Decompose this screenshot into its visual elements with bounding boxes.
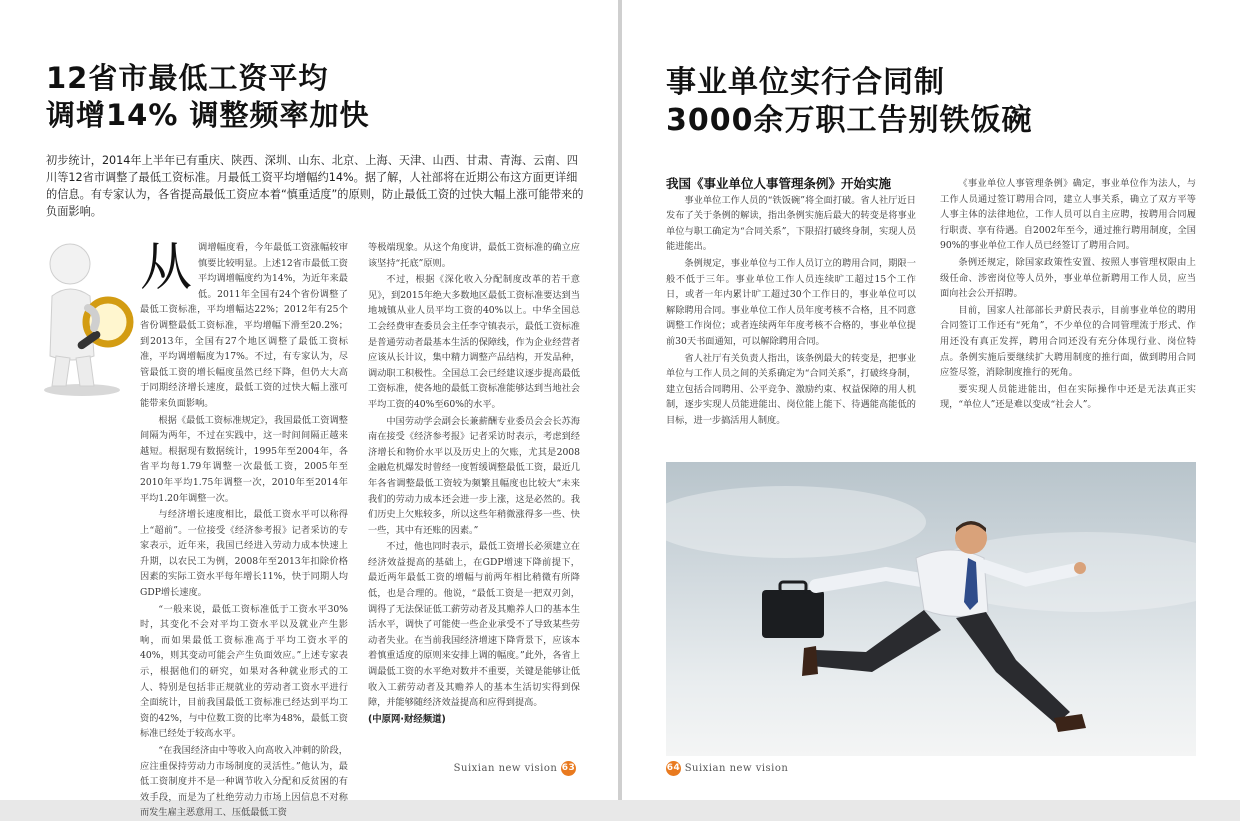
- left-page-number: 63: [561, 761, 576, 776]
- right-col2-p4: 要实现人员能进能出，但在实际操作中还是无法真正实现，“单位人”还是难以变成“社会人”。: [940, 383, 1196, 411]
- magnifier-figure-illustration: [30, 238, 140, 398]
- left-col2-p1: 等极端现象。从这个角度讲，最低工资标准的确立应该坚持“托底”原则。: [368, 242, 580, 269]
- right-col1-p2: 条例规定，事业单位与工作人员订立的聘用合同，期限一般不低于三年。事业单位工作人员连续旷工超过15个工作日，或者一年内累计旷工超过30个工作日的，事业单位可以解除聘用合同。事业单位工作人员年度考核不合格，且不同意调整工作岗位；或者连续两年年度考核不合格的，事业单位提前30天书面通知，可以解除聘用合同。: [666, 257, 916, 347]
- left-col2-p2: 不过，根据《深化收入分配制度改革的若干意见》，到2015年绝大多数地区最低工资标准要达到当地城镇从业人员平均工资的40%以上。中华全国总工会经费审查委员会主任李守镇表示，最低工资标准是普通劳动者最基本生活的保障线，作为企业经营者应该从长计议，集中精力调整产品结构，开发品种，调动职工积极性。全国总工会已经建议逐步提高最低工资标准，使各地的最低工资标准能够达到当地社会平均工资的40%至60%的水平。: [368, 274, 580, 410]
- leaping-businessman-photo: [666, 462, 1196, 756]
- right-headline-line1: 事业单位实行合同制: [666, 65, 945, 100]
- businessman-figure: [666, 462, 1196, 756]
- right-page-number: 64: [666, 761, 681, 776]
- right-column-2: [940, 176, 1196, 446]
- right-folio-text: Suixian new vision: [684, 763, 789, 774]
- left-page: [0, 0, 618, 819]
- left-headline-line2: 调增14% 调整频率加快: [46, 98, 370, 133]
- left-col1-p4: “一般来说，最低工资标准低于工资水平30%时，其变化不会对平均工资水平以及就业产生影响，而如果最低工资标准高于平均工资水平的40%，则其变动可能会产生负面效应。”上述专家表示，根据他们的研究，如果对各种就业形式的工人、特别是包括非正规就业的劳动者工资水平进行全面统计，目前我国最低工资标准已经达到平均工资的42%，与中位数工资的比率为48%，最低工资标准已经处于较高水平。: [140, 603, 348, 740]
- right-headline: [666, 64, 1033, 141]
- left-col1-p3: 与经济增长速度相比，最低工资水平可以称得上“超前”。一位接受《经济参考报》记者采访的专家表示，近年来，我国已经进入劳动力成本快速上升期，以农民工为例，2008年至2013年扣除价格因素的实际工资水平每年增长11%，快于同期人均GDP增长速度。: [140, 509, 348, 599]
- article-source: (中原网·财经频道): [368, 713, 446, 725]
- right-col1-p1: 事业单位工作人员的“铁饭碗”将全面打破。省人社厅近日发布了关于条例的解读，指出条例实施后最大的转变是将事业单位与职工确定为“合同关系”，下限招打破终身制，实现人员能进能出。: [666, 194, 916, 253]
- right-column-1: [666, 176, 916, 446]
- right-subhead: 我国《事业单位人事管理条例》开始实施: [666, 176, 892, 191]
- right-page: [622, 0, 1240, 800]
- right-folio: [666, 761, 788, 776]
- right-col2-p1: 《事业单位人事管理条例》确定，事业单位作为法人，与工作人员通过签订聘用合同，建立人事关系，确立了双方平等人事主体的法律地位，工作人员可以自主应聘，按聘用合同履行职责、享有待遇。自2002年至今，通过推行聘用制度，全国90%的事业单位工作人员已经签订了聘用合同。: [940, 178, 1196, 252]
- left-col1-p1: 调增幅度看，今年最低工资涨幅较审慎要比较明显。上述12省市最低工资平均调增幅度约为14%，为近年来最低。2011年全国有24个省份调整了最低工资标准，平均增幅达22%；2012年有25个省份调整最低工资标准，平均增幅下滑至20.2%；到2013年，全国有27个地区调整了最低工资标准，平均调增幅度为17%。不过，有专家认为，尽管最低工资的增长幅度虽然已经下降，但仍大大高于同期经济增长速度，最低工资的过快大幅上涨可能带来负面影响。: [140, 242, 348, 409]
- left-col2-p3: 中国劳动学会副会长兼薪酬专业委员会会长苏海南在接受《经济参考报》记者采访时表示，考虑到经济增长和物价水平以及历史上的欠账，尤其是2008金融危机爆发时曾经一度暂缓调整最低工资，最近几年各省调整最低工资较为频繁且幅度也比较大“未来我们的劳动力成本还会进一步上涨，这是必然的。我们历史上欠账较多，所以这些年稍微涨得多一些、快一些，其中有还账的因素。”: [368, 415, 580, 536]
- left-headline: [46, 60, 370, 134]
- left-col1-p2: 根据《最低工资标准规定》，我国最低工资调整间隔为两年，不过在实践中，这一时间间隔正越来越短。根据现有数据统计，1995年至2004年，各省平均每1.79年调整一次最低工资，2005年至2010年平均1.75年调整一次，2010年至2014年平均1.20年调整一次。: [140, 414, 348, 504]
- right-col1-p3: 省人社厅有关负责人指出，该条例最大的转变是，把事业单位与工作人员之间的关系确定为“合同关系”，打破终身制，建立包括合同聘用、公平竞争、激励约束、权益保障的用人机制，逐步实现人员能进能出、岗位能上能下、待遇能高能低的目标，进一步搞活用人制度。: [666, 352, 916, 426]
- left-column-2: [368, 240, 580, 755]
- right-headline-line2: 3000余万职工告别铁饭碗: [666, 103, 1033, 139]
- left-folio-text: Suixian new vision: [453, 763, 558, 774]
- left-col2-p4: 不过，他也同时表示，最低工资增长必须建立在经济效益提高的基础上，在GDP增速下降前提下，最近两年最低工资的增幅与前两年相比稍微有所降低，也是合理的。他说，“最低工资是一把双刃剑，调得了无法保证低工薪劳动者及其赡养人口的基本生活水平，调快了可能使一些企业承受不了导致某些劳动者失业。在当前我国经济增速下降背景下，应该本着慎重适度的原则来安排上调的幅度。”此外，各省上调最低工资的水平绝对数并不重要，关键是能够让低收入工薪劳动者及其赡养人的基本生活切实得到保障，并能够随经济效益提高和应得到提高。: [368, 541, 580, 709]
- right-col2-p2: 条例还规定，除国家政策性安置、按照人事管理权限由上级任命、涉密岗位等人员外，事业单位新聘用工作人员，应当面向社会公开招聘。: [940, 256, 1196, 300]
- right-col2-p3: 目前，国家人社部部长尹蔚民表示，目前事业单位的聘用合同签订工作还有“死角”，不少单位的合同管理流于形式、作用还没有真正发挥，聘用合同还没有充分体现行业、岗位特点。条例实施后要继续扩大聘用制度的推行面，做到聘用合同应签尽签，消除制度推行的死角。: [940, 304, 1196, 379]
- left-lede: 初步统计，2014年上半年已有重庆、陕西、深圳、山东、北京、上海、天津、山西、甘肃、青海、云南、四川等12省市调整了最低工资标准。月最低工资平均增幅约14%。据了解，人社部将在近期公布这方面更详细的信息。有专家认为，各省提高最低工资应本着“慎重适度”的原则，防止最低工资的过快大幅上涨可能带来的负面影响。: [46, 154, 584, 218]
- left-headline-line1: 12省市最低工资平均: [46, 61, 329, 95]
- left-folio: [454, 761, 576, 776]
- left-col1-p5: “在我国经济由中等收入向高收入冲刺的阶段，应注重保持劳动力市场制度的灵活性。”他认为，最低工资制度并不是一种调节收入分配和反贫困的有效手段，而是为了杜绝劳动力市场上因信息不对称而发生雇主恶意用工、压低最低工资: [140, 745, 348, 819]
- dropcap: 从: [140, 238, 193, 298]
- left-column-1: [140, 238, 348, 819]
